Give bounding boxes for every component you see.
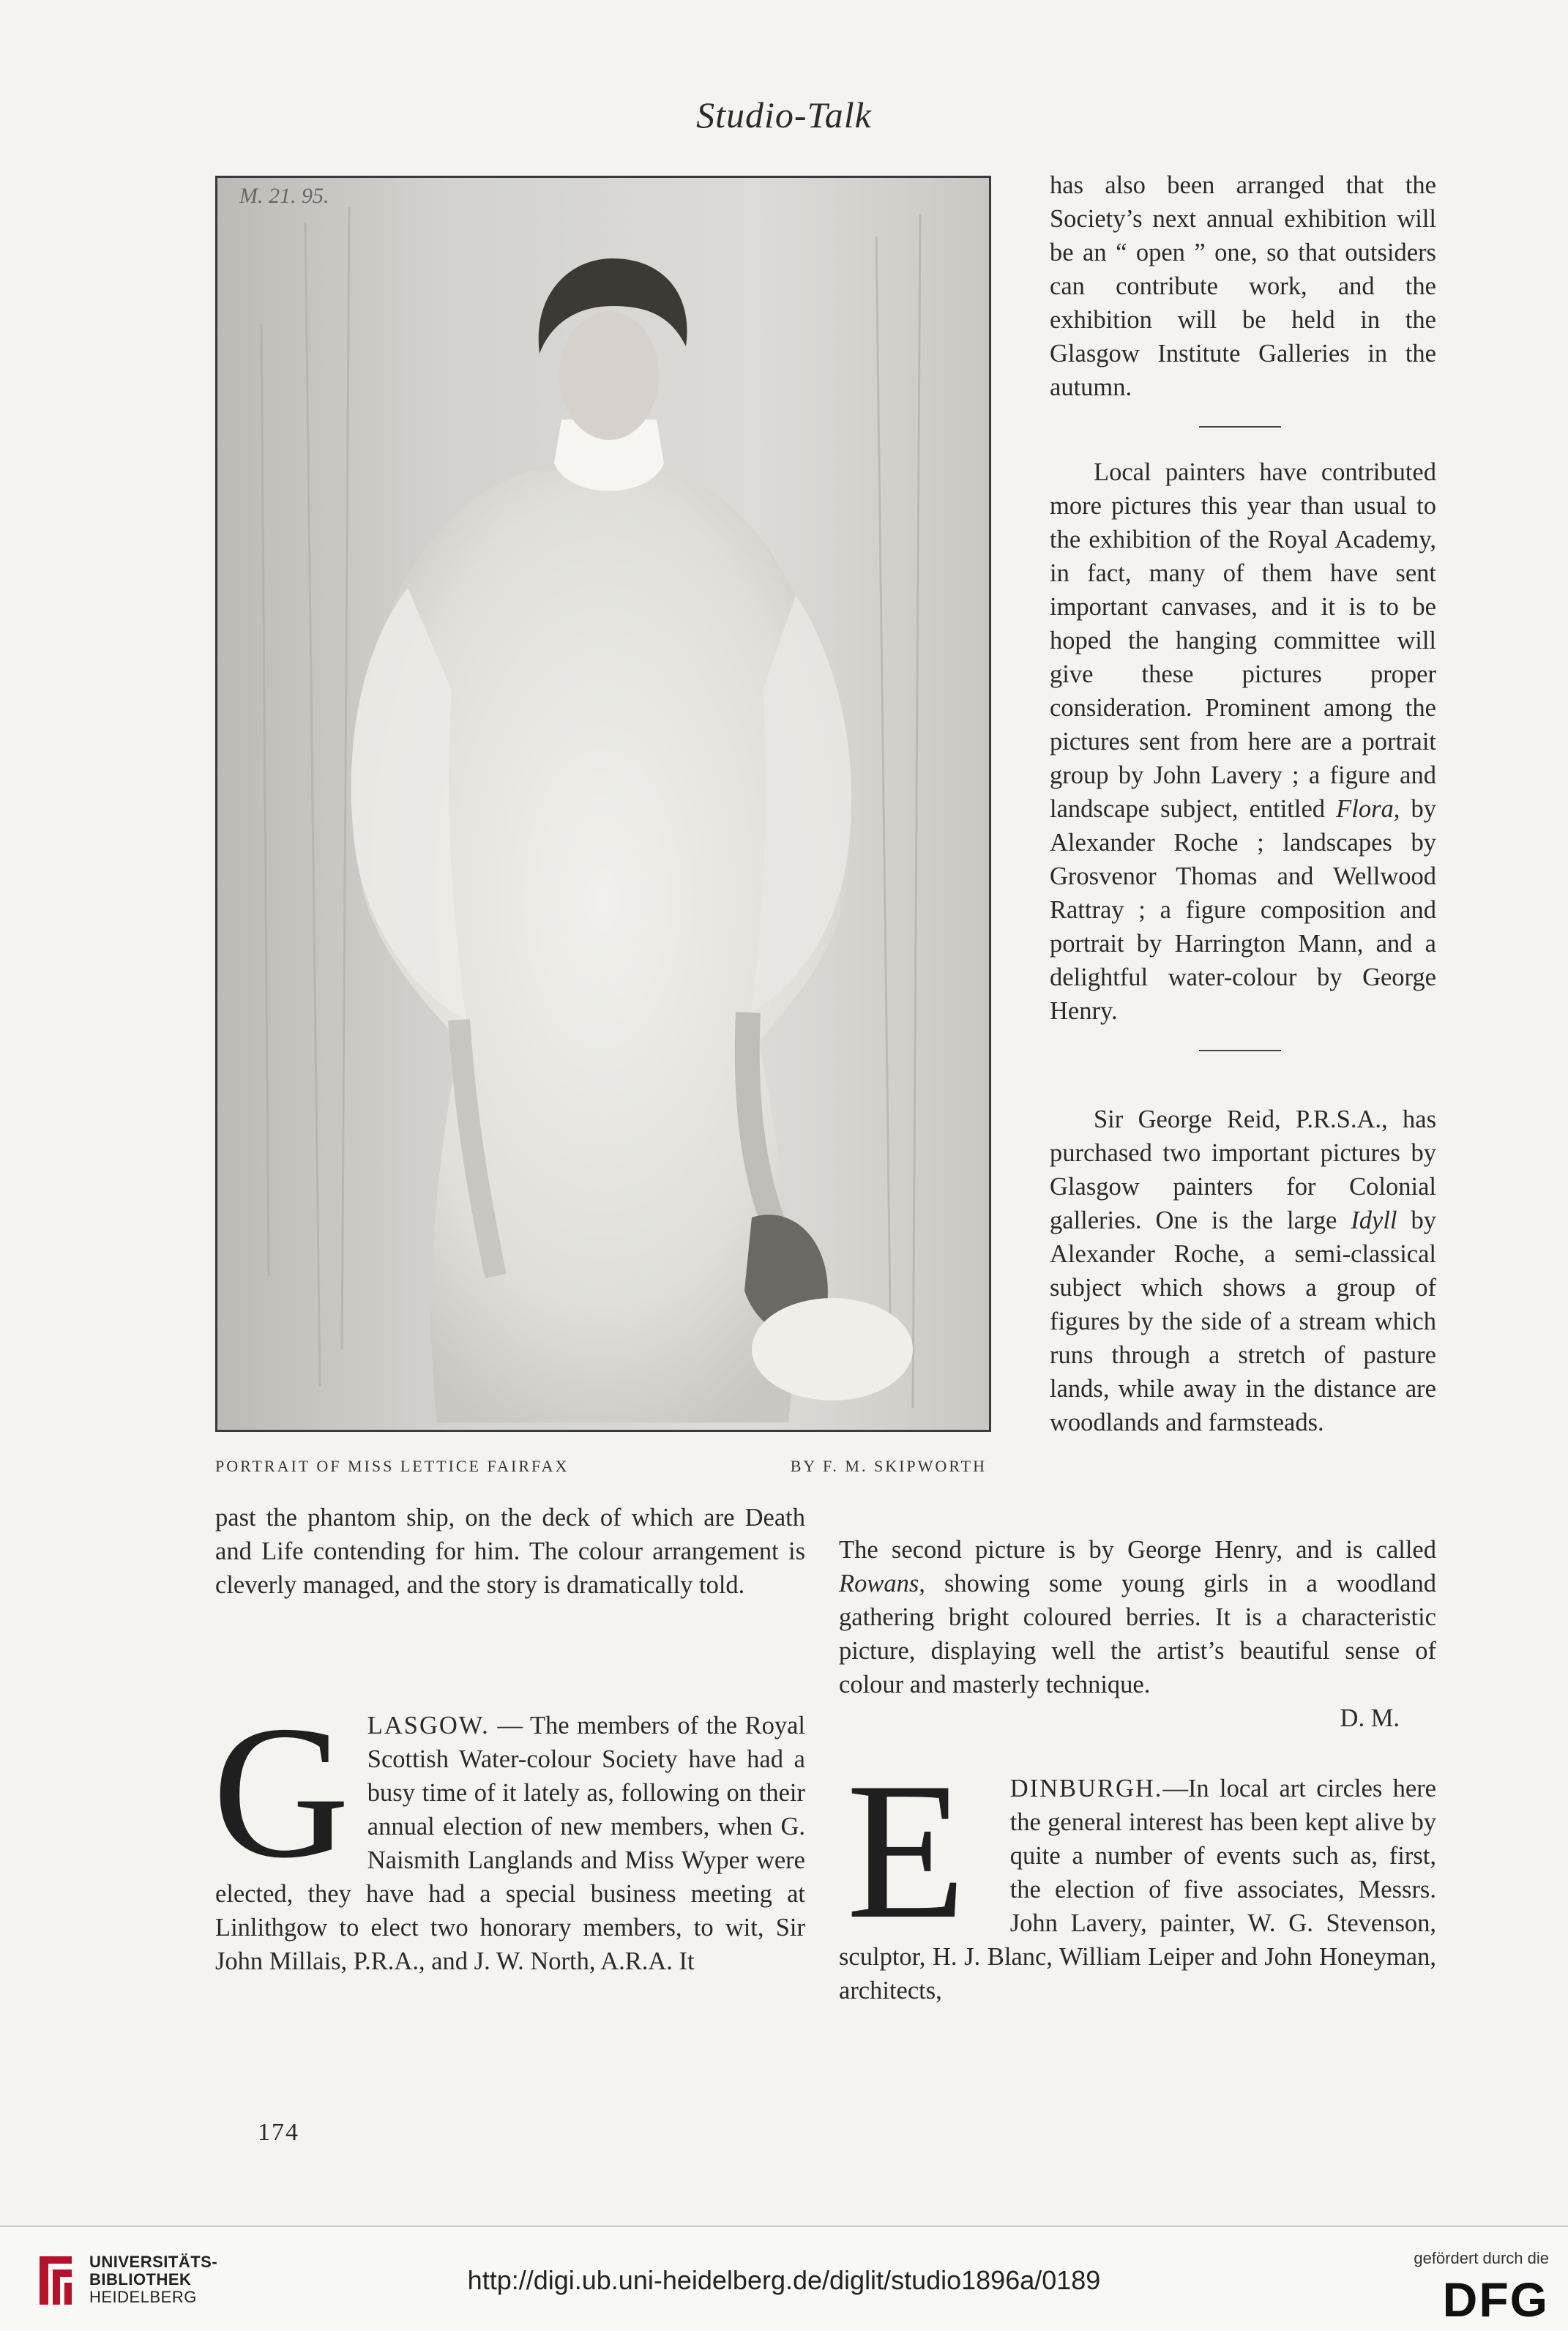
paragraph-phantom-ship: past the phantom ship, on the deck of which are Death and Life contending for him. The colour arrangement is cleverly managed, and the story is dramatically told. <box>215 1504 805 1599</box>
permalink-url[interactable]: http://digi.ub.uni-heidelberg.de/diglit/studio1896a/0189 <box>467 2265 1101 2295</box>
running-title: Studio-Talk <box>696 94 872 135</box>
paragraph-exhibition: has also been arranged that the Society’s next annual exhibition will be an “ open ” one, so that outsiders can contribute work, and the exhibition will be held in the Glasgow Institute Galleries in the autumn. <box>1050 171 1436 401</box>
edinburgh-lead: DINBURGH. <box>1009 1775 1163 1802</box>
right-column-continuation <box>839 1533 1436 1735</box>
library-name: UNIVERSITÄTS- BIBLIOTHEK HEIDELBERG <box>89 2253 218 2306</box>
edinburgh-section <box>839 1742 1436 2007</box>
right-column-top <box>1050 168 1436 1439</box>
paragraph-royal-academy: Local painters have contributed more pictures this year than usual to the exhibition of the Royal Academy, in fact, many of them have sent important canvases, and it is to be hoped the hanging committee will give these pictures proper consideration. Prominent among the pictures sent from here are a portrait group by John Lavery ; a figure and landscape subject, entitled Flora, by Alexander Roche ; landscapes by Grosvenor Thomas and Wellwood Rattray ; a figure composition and portrait by Harrington Mann, and a delightful water-colour by George Henry. <box>1050 458 1437 1025</box>
dropcap-e: E <box>846 1742 966 1959</box>
digitization-footer <box>0 2226 1568 2331</box>
paragraph-george-reid: Sir George Reid, P.R.S.A., has purchased two important pictures by Glasgow painters for Colonial galleries. One is the large Idyll by Alexander Roche, a semi-classical subject which shows a group of figures by the side of a stream which runs through a stretch of pasture lands, while away in the distance are woodlands and farmsteads. <box>1050 1105 1436 1436</box>
face <box>559 311 659 440</box>
dropcap-g: G <box>212 1687 350 1898</box>
paragraph-rowans: The second picture is by George Henry, and is called Rowans, showing some young girls in a woodland gathering bright coloured berries. It is a characteristic picture, displaying well the artist’s beautiful sense of colour and masterly technique. <box>839 1536 1436 1698</box>
portrait-illustration <box>217 178 989 1430</box>
plate-pencil-note: M. 21. 95. <box>239 184 329 208</box>
glasgow-section <box>212 1687 805 1978</box>
section-rule <box>1199 1050 1281 1051</box>
paragraph-glasgow: GLASGOW. — The members of the Royal Scottish Water-colour Society have had a busy time of it lately as, following on their annual election of new members, when G. Naismith Langlands and Miss Wyper were elected, they have had a special business meeting at Linlithgow to elect two honorary members, to wit, Sir John Millais, P.R.A., and J. W. North, A.R.A. It <box>212 1687 805 1975</box>
plate-caption-title: PORTRAIT OF MISS LETTICE FAIRFAX <box>215 1457 570 1475</box>
glasgow-lead: LASGOW. <box>367 1712 490 1739</box>
section-rule <box>1199 426 1281 428</box>
dfg-logo: DFG <box>1442 2272 1549 2327</box>
paragraph-edinburgh: E DINBURGH.—In local art circles here the general interest has been kept alive by quite a number of events such as, first, the election of five associates, Messrs. John Lavery, painter, W. G. Stevenson, sculptor, H. J. Blanc, William Leiper and John Honeyman, architects, <box>839 1742 1436 2004</box>
funding-label: gefördert durch die <box>1414 2249 1549 2267</box>
flowers <box>752 1298 913 1401</box>
page-number: 174 <box>258 2119 299 2146</box>
plate-caption-artist: BY F. M. SKIPWORTH <box>790 1457 987 1475</box>
portrait-plate <box>215 176 991 1432</box>
left-column-continuation <box>215 1501 805 1602</box>
author-signoff: D. M. <box>1340 1704 1400 1732</box>
